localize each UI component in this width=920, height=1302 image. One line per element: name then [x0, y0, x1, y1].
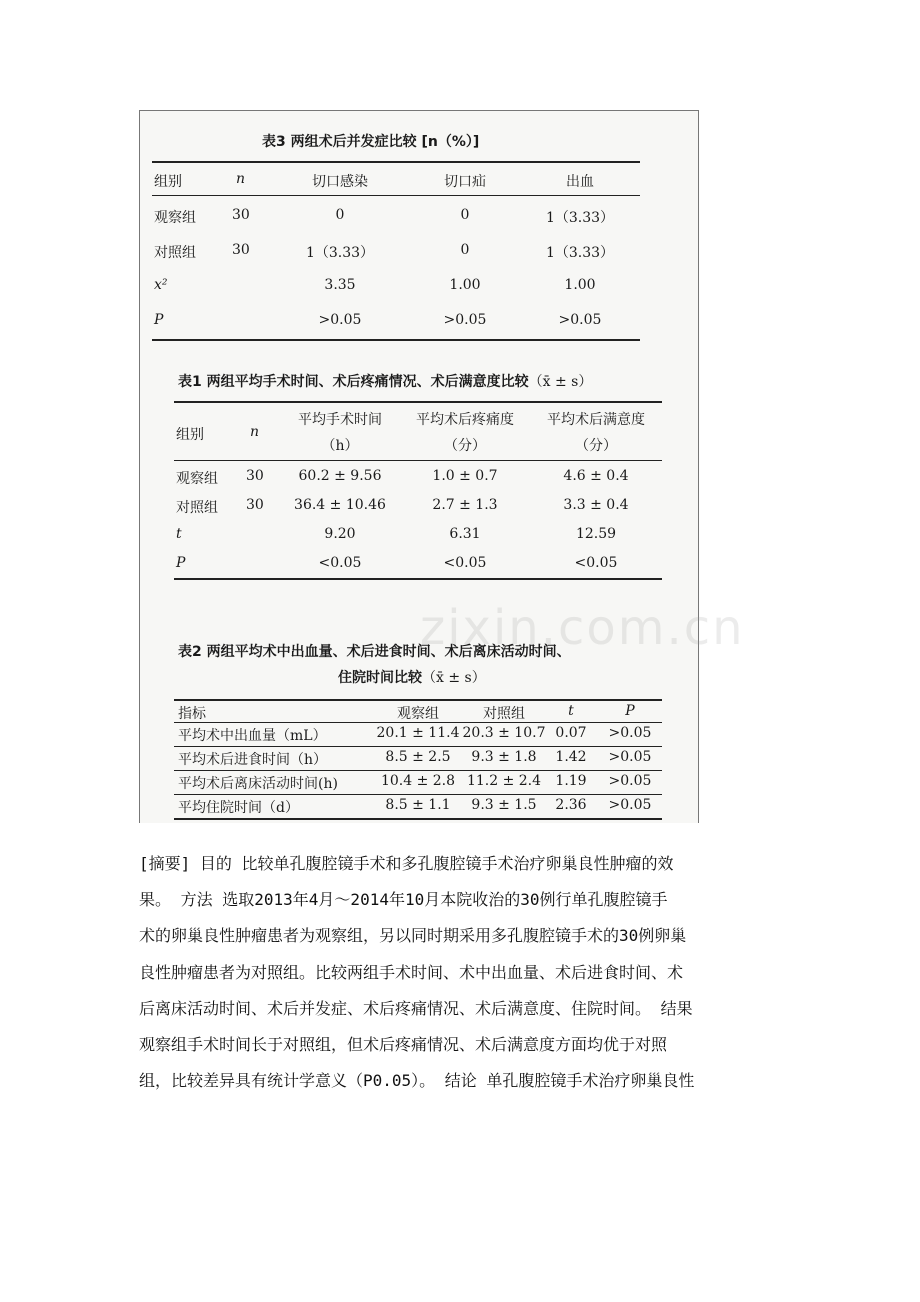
table3-cell: 1.00	[449, 277, 481, 293]
table1-header-optime-unit: （h）	[321, 438, 359, 454]
table3-cell: 0	[460, 207, 470, 223]
table2-row-rule	[174, 794, 662, 795]
table3-row-label: P	[154, 312, 164, 328]
table2-row-rule	[174, 746, 662, 747]
table2-cell: >0.05	[608, 749, 652, 765]
table2-cell: 8.5 ± 2.5	[385, 749, 451, 765]
table1-cell: 1.0 ± 0.7	[432, 468, 498, 484]
table1-header-rule	[174, 460, 662, 461]
table3-header-rule	[152, 195, 640, 196]
table2-cell: 2.36	[555, 797, 587, 813]
table2-cell: 20.3 ± 10.7	[462, 725, 546, 741]
table1-row-label: t	[176, 526, 182, 542]
table1-header-satisfaction-unit: （分）	[575, 438, 617, 454]
table2-cell: 11.2 ± 2.4	[466, 773, 542, 789]
table1-header-n: n	[250, 424, 260, 440]
table3-cell: >0.05	[443, 312, 487, 328]
table1-caption	[178, 371, 592, 391]
table3-top-rule	[152, 161, 640, 163]
table1-caption-suffix: （x̄ ± s）	[528, 374, 593, 390]
table3-cell: 0	[335, 207, 345, 223]
table2-header-indicator: 指标	[178, 706, 206, 722]
abstract-line: 术的卵巢良性肿瘤患者为观察组，另以同时期采用多孔腹腔镜手术的30例卵巢	[139, 926, 687, 946]
abstract-line: [摘要] 目的 比较单孔腹腔镜手术和多孔腹腔镜手术治疗卵巢良性肿瘤的效	[139, 854, 674, 873]
table3-bottom-rule	[152, 339, 640, 341]
table3-row-label: 观察组	[154, 210, 196, 226]
table3-cell: >0.05	[558, 312, 602, 328]
table1-cell: 9.20	[324, 526, 356, 542]
table3-header-hernia: 切口疝	[444, 174, 486, 190]
table2-row-label: 平均术后离床活动时间(h)	[178, 776, 338, 792]
table1-caption-text: 表1 两组平均手术时间、术后疼痛情况、术后满意度比较	[178, 374, 529, 390]
table2-cell: >0.05	[608, 773, 652, 789]
table2-cell: 9.3 ± 1.5	[471, 797, 537, 813]
table2-cell: 10.4 ± 2.8	[380, 773, 456, 789]
table2-row-label: 平均术中出血量（mL）	[178, 728, 327, 744]
table2-header-p: P	[625, 703, 635, 719]
table3-header-n: n	[236, 171, 246, 187]
table1-cell: 4.6 ± 0.4	[563, 468, 629, 484]
table1-cell: 60.2 ± 9.56	[298, 468, 382, 484]
table1-row-label: 观察组	[176, 471, 218, 487]
table1-cell: <0.05	[574, 555, 618, 571]
table2-top-rule	[174, 699, 662, 701]
table1-cell: 2.7 ± 1.3	[432, 497, 498, 513]
table3-cell: 1（3.33）	[305, 245, 375, 261]
table3-cell: 1（3.33）	[545, 210, 615, 226]
table1-row-label: P	[176, 555, 186, 571]
table1-cell: 12.59	[575, 526, 617, 542]
table1-cell: 30	[246, 468, 264, 484]
table3-cell: 0	[460, 242, 470, 258]
table2-cell: >0.05	[608, 797, 652, 813]
table1-top-rule	[174, 401, 662, 403]
table3-cell: 3.35	[324, 277, 356, 293]
table2-caption-suffix: （x̄ ± s）	[422, 670, 486, 686]
watermark: zixin.com.cn	[420, 600, 745, 656]
abstract-line: 后离床活动时间、术后并发症、术后疼痛情况、术后满意度、住院时间。 结果	[139, 998, 693, 1018]
table2-header-observe: 观察组	[397, 706, 439, 722]
table3-header-group: 组别	[154, 174, 182, 190]
table2-caption-line2	[338, 667, 486, 687]
table3-cell: >0.05	[318, 312, 362, 328]
abstract-line: 果。 方法 选取2013年4月～2014年10月本院收治的30例行单孔腹腔镜手	[139, 890, 668, 910]
scanned-tables-image	[139, 110, 699, 823]
table1-bottom-rule	[174, 578, 662, 580]
table2-cell: 8.5 ± 1.1	[385, 797, 451, 813]
table2-row-label: 平均住院时间（d）	[178, 800, 299, 816]
table1-cell: <0.05	[443, 555, 487, 571]
table1-cell: 36.4 ± 10.46	[294, 497, 386, 513]
table2-header-control: 对照组	[483, 706, 525, 722]
table1-header-optime: 平均手术时间	[298, 412, 382, 428]
table2-caption-text: 住院时间比较	[338, 670, 422, 686]
table2-header-rule	[174, 722, 662, 723]
abstract-text	[139, 846, 789, 1099]
table3-row-label: 对照组	[154, 245, 196, 261]
table2-cell: 0.07	[555, 725, 587, 741]
table2-row-label: 平均术后进食时间（h）	[178, 752, 328, 768]
table2-header-t: t	[568, 703, 574, 719]
table3-row-label: x²	[154, 277, 168, 293]
table3-cell: 30	[232, 207, 250, 223]
table2-cell: 20.1 ± 11.4	[376, 725, 460, 741]
table2-bottom-rule	[174, 818, 662, 820]
table1-header-group: 组别	[176, 427, 204, 443]
abstract-line: 组，比较差异具有统计学意义（P0.05）。 结论 单孔腹腔镜手术治疗卵巢良性	[139, 1071, 695, 1091]
table2-row-rule	[174, 770, 662, 771]
table1-header-pain-unit: （分）	[444, 438, 486, 454]
table2-cell: 1.42	[555, 749, 587, 765]
abstract-line: 观察组手术时间长于对照组，但术后疼痛情况、术后满意度方面均优于对照	[139, 1035, 668, 1055]
table1-cell: 6.31	[449, 526, 481, 542]
table3-cell: 1（3.33）	[545, 245, 615, 261]
table2-cell: 9.3 ± 1.8	[471, 749, 537, 765]
table3-header-bleeding: 出血	[566, 174, 594, 190]
table2-cell: >0.05	[608, 725, 652, 741]
abstract-line: 良性肿瘤患者为对照组。比较两组手术时间、术中出血量、术后进食时间、术	[139, 962, 684, 982]
table1-cell: 3.3 ± 0.4	[563, 497, 629, 513]
table2-cell: 1.19	[555, 773, 587, 789]
table3-cell: 30	[232, 242, 250, 258]
table3-cell: 1.00	[564, 277, 596, 293]
table3-header-infection: 切口感染	[312, 174, 368, 190]
table1-cell: 30	[246, 497, 264, 513]
table1-header-pain: 平均术后疼痛度	[416, 412, 514, 428]
table1-cell: <0.05	[318, 555, 362, 571]
table2-caption-line1: 表2 两组平均术中出血量、术后进食时间、术后离床活动时间、	[178, 644, 571, 660]
table1-row-label: 对照组	[176, 500, 218, 516]
table3-caption: 表3 两组术后并发症比较 [n（%）]	[262, 134, 480, 150]
table1-header-satisfaction: 平均术后满意度	[547, 412, 645, 428]
